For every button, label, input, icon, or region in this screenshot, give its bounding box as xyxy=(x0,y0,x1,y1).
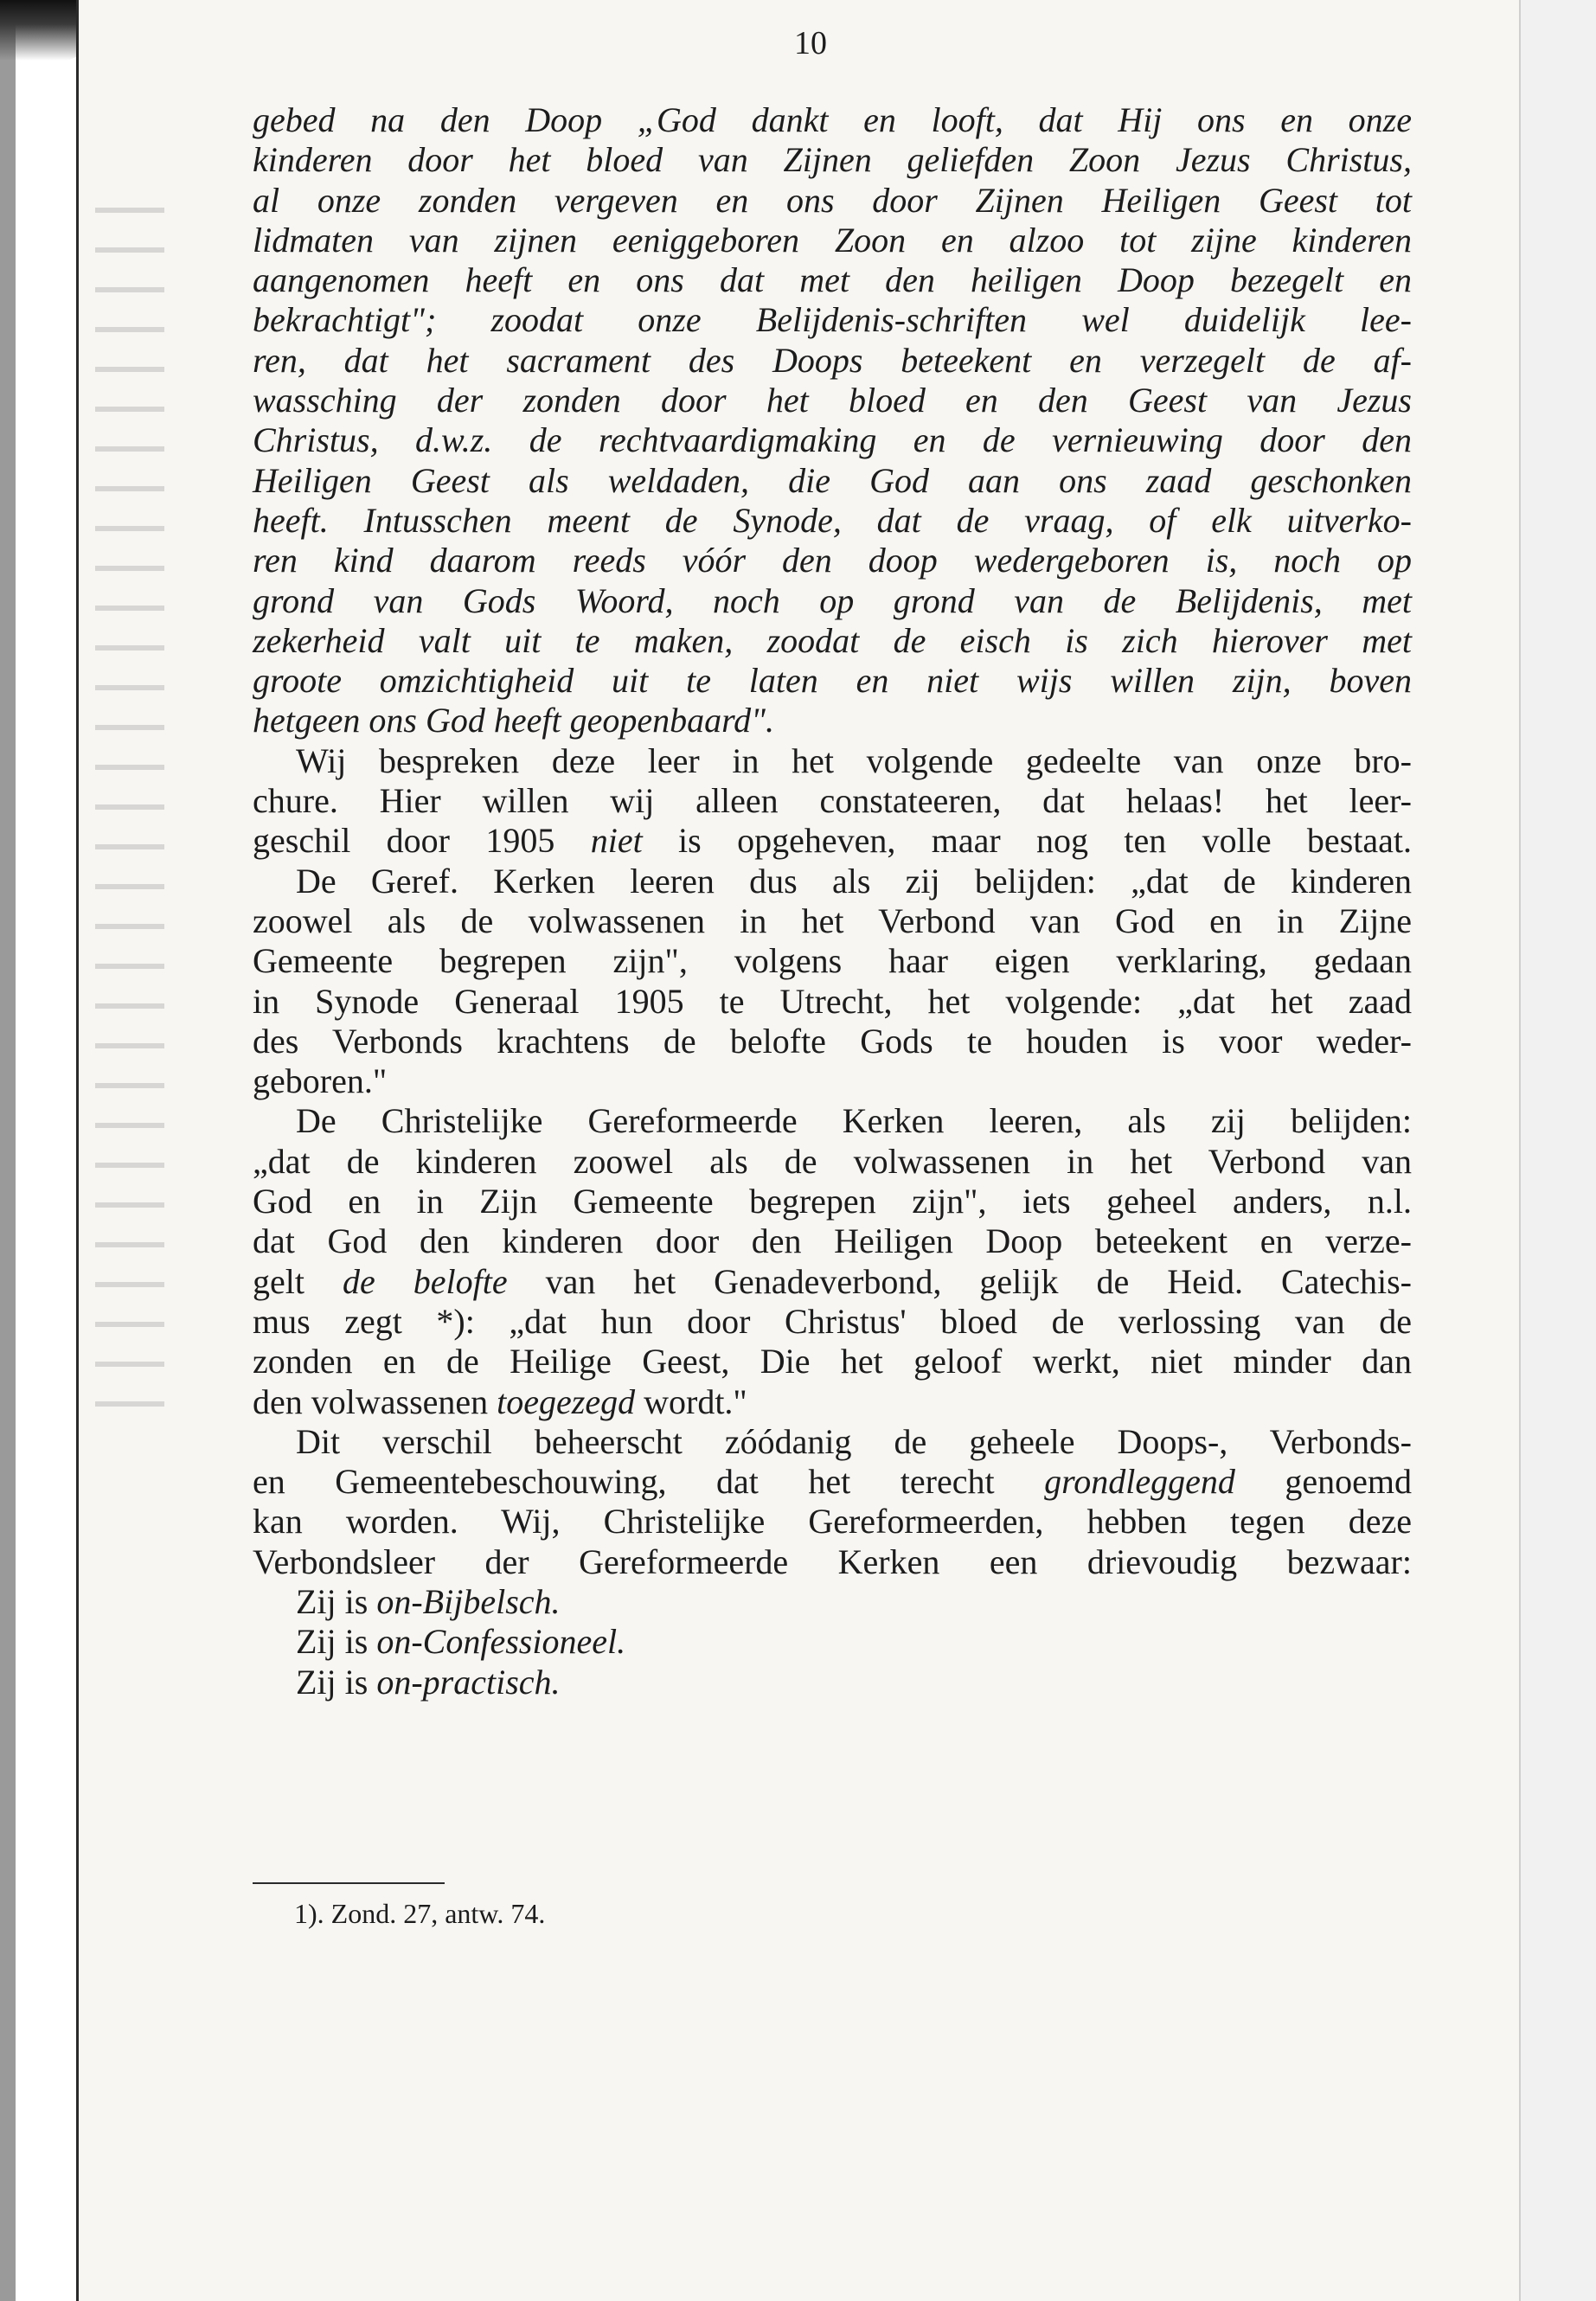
text-segment: dat God den kinderen door den Heiligen Doop beteekent en verze- xyxy=(253,1221,1412,1261)
text-line xyxy=(253,1342,1412,1381)
bleed-through-margin xyxy=(95,208,164,1419)
text-line xyxy=(253,461,1412,501)
footnote-rule xyxy=(253,1882,445,1884)
text-line xyxy=(253,1182,1412,1221)
text-segment: wassching der zonden door het bloed en den Geest van Jezus xyxy=(253,381,1412,420)
text-segment: van het Genadeverbond, gelijk de Heid. Catechis- xyxy=(507,1261,1413,1301)
text-segment: zekerheid valt uit te maken, zoodat de eisch is zich hierover met xyxy=(253,620,1412,660)
text-line xyxy=(253,941,1412,981)
text-line xyxy=(253,1382,1412,1422)
text-segment: ren, dat het sacrament des Doops beteekent en verzegelt de af- xyxy=(253,340,1412,380)
text-line xyxy=(253,901,1412,941)
text-segment: in Synode Generaal 1905 te Utrecht, het volgende: „dat het zaad xyxy=(253,981,1412,1021)
text-line xyxy=(253,1422,1412,1462)
text-line xyxy=(253,1582,1412,1622)
text-segment: Wij bespreken deze leer in het volgende gedeelte van onze bro- xyxy=(296,740,1412,780)
text-segment: heeft. Intusschen meent de Synode, dat de vraag, of elk uitverko- xyxy=(253,500,1412,540)
text-line xyxy=(253,1622,1412,1662)
text-line xyxy=(253,221,1412,260)
text-line xyxy=(253,781,1412,821)
text-segment: God en in Zijn Gemeente begrepen zijn", iets geheel anders, n.l. xyxy=(253,1182,1412,1221)
text-line xyxy=(253,1663,1412,1702)
text-line xyxy=(253,140,1412,180)
text-segment: Gemeente begrepen zijn", volgens haar eigen verklaring, gedaan xyxy=(253,941,1412,981)
text-line xyxy=(253,501,1412,541)
text-segment: geschil door 1905 xyxy=(253,821,591,861)
text-segment: grond van Gods Woord, noch op grond van de Belijdenis, met xyxy=(253,580,1412,620)
text-segment: „dat de kinderen zoowel als de volwassenen in het Verbond van xyxy=(253,1141,1412,1181)
text-segment: zonden en de Heilige Geest, Die het geloof werkt, niet minder dan xyxy=(253,1342,1412,1381)
text-segment: wordt." xyxy=(635,1381,747,1421)
text-segment: en Gemeentebeschouwing, dat het terecht xyxy=(253,1462,1045,1502)
text-line xyxy=(253,621,1412,661)
text-segment: De Geref. Kerken leeren dus als zij belijden: „dat de kinderen xyxy=(296,861,1412,901)
text-segment: Christus, d.w.z. de rechtvaardigmaking en de vernieuwing door den xyxy=(253,420,1412,460)
text-line xyxy=(253,1061,1412,1101)
text-segment: kan worden. Wij, Christelijke Gereformeerden, hebben tegen deze xyxy=(253,1502,1412,1541)
italic-segment: on-Confessioneel. xyxy=(376,1622,626,1662)
text-line xyxy=(253,1221,1412,1261)
text-segment: kinderen door het bloed van Zijnen geliefden Zoon Jezus Christus, xyxy=(253,140,1412,180)
text-line xyxy=(253,1542,1412,1582)
text-segment: ren kind daarom reeds vóór den doop wedergeboren is, noch op xyxy=(253,541,1412,580)
text-segment: De Christelijke Gereformeerde Kerken leeren, als zij belijden: xyxy=(296,1101,1412,1141)
text-segment: al onze zonden vergeven en ons door Zijnen Heiligen Geest tot xyxy=(253,180,1412,220)
text-line xyxy=(253,821,1412,861)
text-segment: aangenomen heeft en ons dat met den heiligen Doop bezegelt en xyxy=(253,260,1412,300)
text-segment: is opgeheven, maar nog ten volle bestaat. xyxy=(642,821,1412,861)
text-line xyxy=(253,181,1412,221)
footnote: 1). Zond. 27, antw. 74. xyxy=(294,1898,546,1929)
text-segment: Zij is xyxy=(296,1622,377,1662)
text-segment: lidmaten van zijnen eeniggeboren Zoon en alzoo tot zijne kinderen xyxy=(253,220,1412,260)
text-line xyxy=(253,581,1412,621)
text-segment: bekrachtigt"; zoodat onze Belijdenis-schriften wel duidelijk lee- xyxy=(253,300,1412,340)
italic-segment: on-Bijbelsch. xyxy=(376,1581,561,1621)
text-segment: gelt xyxy=(253,1261,343,1301)
italic-segment: niet xyxy=(590,821,643,861)
text-segment: geboren." xyxy=(253,1061,388,1101)
italic-segment: on-practisch. xyxy=(376,1662,561,1702)
text-line xyxy=(253,1022,1412,1061)
text-segment: Verbondsleer der Gereformeerde Kerken een drievoudig bezwaar: xyxy=(253,1541,1412,1581)
text-segment: zoowel als de volwassenen in het Verbond van God en in Zijne xyxy=(253,901,1412,940)
text-line xyxy=(253,1101,1412,1141)
text-segment: hetgeen ons God heeft geopenbaard". xyxy=(253,701,774,740)
text-line xyxy=(253,100,1412,140)
scan-right-edge xyxy=(1519,0,1596,2301)
italic-segment: de belofte xyxy=(342,1261,508,1301)
text-line xyxy=(253,701,1412,740)
italic-segment: grondleggend xyxy=(1044,1462,1235,1502)
text-segment: Zij is xyxy=(296,1662,377,1702)
italic-segment: toegezegd xyxy=(497,1381,636,1421)
text-line xyxy=(253,1142,1412,1182)
text-segment: Heiligen Geest als weldaden, die God aan ons zaad geschonken xyxy=(253,460,1412,500)
text-line xyxy=(253,300,1412,340)
text-line xyxy=(253,1502,1412,1541)
text-line xyxy=(253,741,1412,781)
text-line xyxy=(253,1262,1412,1302)
text-segment: groote omzichtigheid uit te laten en niet wijs willen zijn, boven xyxy=(253,661,1412,701)
text-line xyxy=(253,1302,1412,1342)
text-segment: den volwassenen xyxy=(253,1381,497,1421)
text-segment: Zij is xyxy=(296,1581,377,1621)
text-line xyxy=(253,1462,1412,1502)
text-line xyxy=(253,341,1412,381)
scan-left-edge xyxy=(0,0,16,2301)
text-line xyxy=(253,260,1412,300)
text-segment: des Verbonds krachtens de belofte Gods te houden is voor weder- xyxy=(253,1021,1412,1061)
text-line xyxy=(253,381,1412,420)
text-line xyxy=(253,862,1412,901)
text-line xyxy=(253,541,1412,580)
text-segment: mus zegt *): „dat hun door Christus' bloed de verlossing van de xyxy=(253,1301,1412,1341)
text-segment: gebed na den Doop „God dankt en looft, dat Hij ons en onze xyxy=(253,100,1412,139)
text-line xyxy=(253,420,1412,460)
text-segment: genoemd xyxy=(1234,1462,1413,1502)
text-segment: Dit verschil beheerscht zóódanig de geheele Doops-, Verbonds- xyxy=(296,1421,1412,1461)
text-segment: chure. Hier willen wij alleen constateeren, dat helaas! het leer- xyxy=(253,781,1412,821)
body-text xyxy=(253,100,1412,1702)
page-number: 10 xyxy=(794,25,827,61)
text-line xyxy=(253,982,1412,1022)
text-line xyxy=(253,661,1412,701)
